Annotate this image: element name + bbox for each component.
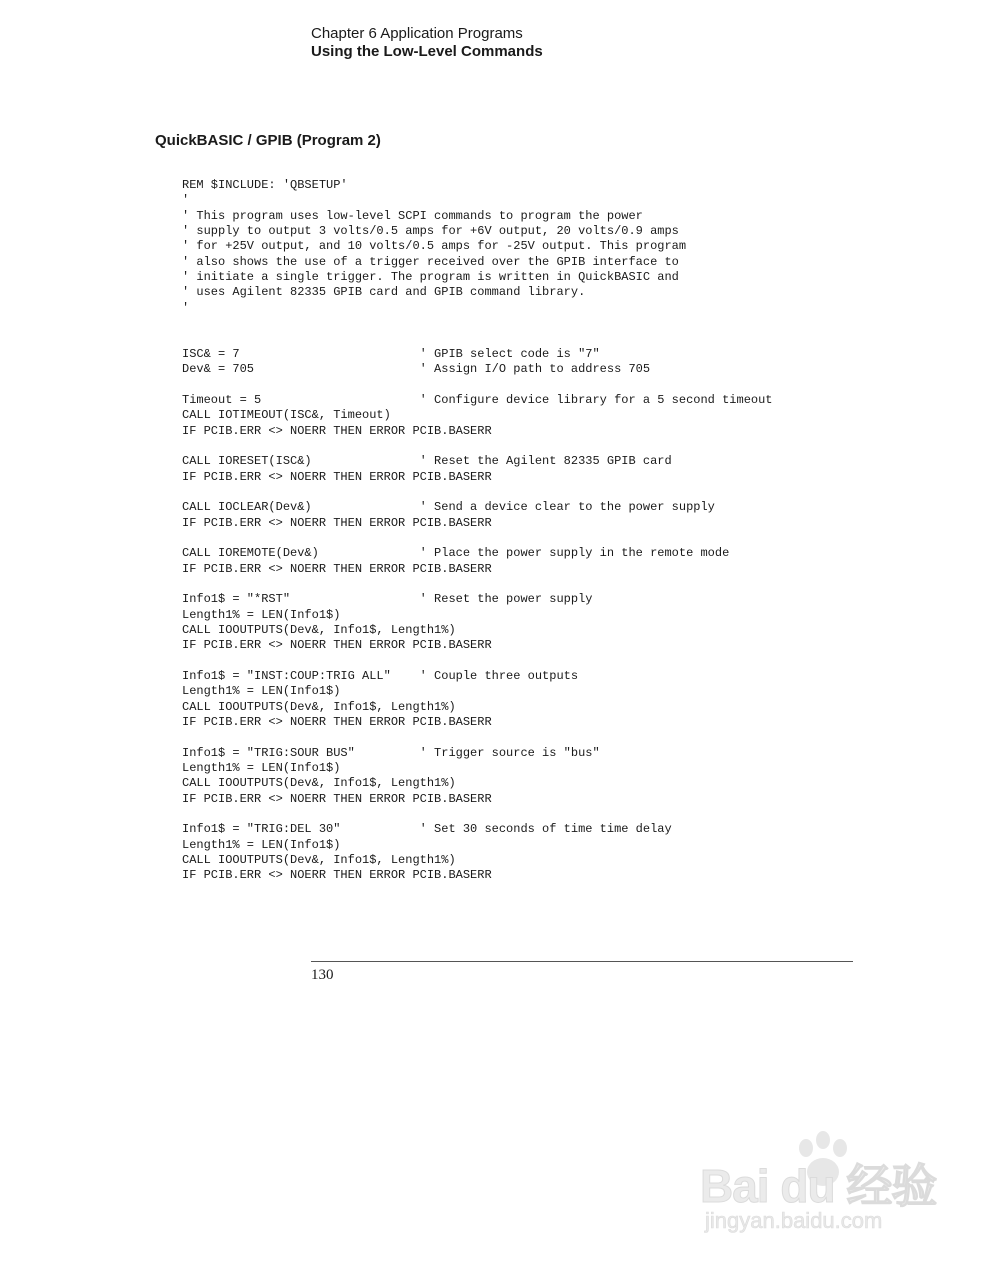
code-line [182,531,773,546]
code-line: ' supply to output 3 volts/0.5 amps for +6V output, 20 volts/0.9 amps [182,224,679,239]
page-number: 130 [311,967,334,983]
code-line: IF PCIB.ERR <> NOERR THEN ERROR PCIB.BASERR [182,561,492,576]
code-line: CALL IOOUTPUTS(Dev&, Info1$, Length1%) [182,776,456,791]
code-line: Length1% = LEN(Info1$) [182,837,341,852]
baidu-watermark [700,1130,950,1250]
code-line: IF PCIB.ERR <> NOERR THEN ERROR PCIB.BASERR [182,715,492,730]
running-header [311,25,543,61]
code-line: CALL IOOUTPUTS(Dev&, Info1$, Length1%) [182,699,456,714]
code-line [182,730,773,745]
code-line: Length1% = LEN(Info1$) [182,684,341,699]
code-line: Info1$ = "INST:COUP:TRIG ALL" ' Couple three outputs [182,669,579,683]
code-line [182,377,773,392]
code-line: Length1% = LEN(Info1$) [182,607,341,622]
code-line: IF PCIB.ERR <> NOERR THEN ERROR PCIB.BASERR [182,638,492,653]
code-line: CALL IOCLEAR(Dev&) ' Send a device clear to the power supply [182,500,715,515]
code-line: IF PCIB.ERR <> NOERR THEN ERROR PCIB.BASERR [182,791,492,806]
code-line: ' initiate a single trigger. The program is written in QuickBASIC and [182,270,679,285]
code-line: CALL IORESET(ISC&) ' Reset the Agilent 82335 GPIB card [182,454,672,469]
code-line: REM $INCLUDE: 'QBSETUP' [182,178,348,192]
program-heading: QuickBASIC / GPIB (Program 2) [155,132,381,149]
code-line: ISC& = 7 ' GPIB select code is "7" [182,346,600,361]
code-line: IF PCIB.ERR <> NOERR THEN ERROR PCIB.BASERR [182,868,492,883]
code-line: IF PCIB.ERR <> NOERR THEN ERROR PCIB.BASERR [182,469,492,484]
code-line [182,577,773,592]
code-line: Info1$ = "TRIG:DEL 30" ' Set 30 seconds of time time delay [182,822,672,837]
code-line: ' also shows the use of a trigger received over the GPIB interface to [182,254,679,269]
code-line: Info1$ = "*RST" ' Reset the power supply [182,592,593,607]
code-line: CALL IOOUTPUTS(Dev&, Info1$, Length1%) [182,622,456,637]
code-line [182,331,773,346]
code-line: ' [182,193,190,208]
code-line: IF PCIB.ERR <> NOERR THEN ERROR PCIB.BASERR [182,423,492,438]
code-line: ' [182,300,190,315]
code-line: CALL IOREMOTE(Dev&) ' Place the power supply in the remote mode [182,546,730,561]
code-line: ' uses Agilent 82335 GPIB card and GPIB command library. [182,285,586,300]
code-line: ' for +25V output, and 10 volts/0.5 amps for -25V output. This program [182,239,687,254]
code-line: ' This program uses low-level SCPI commands to program the power [182,208,643,223]
footer-divider [311,961,853,962]
chapter-title: Chapter 6 Application Programs [311,25,523,42]
section-title: Using the Low-Level Commands [311,43,543,60]
code-line [182,485,773,500]
code-line [182,654,773,669]
code-line [182,439,773,454]
code-line: CALL IOOUTPUTS(Dev&, Info1$, Length1%) [182,853,456,868]
watermark-url: jingyan.baidu.com [705,1208,883,1233]
code-line [182,807,773,822]
code-line: Timeout = 5 ' Configure device library for a 5 second timeout [182,392,773,407]
code-line: Dev& = 705 ' Assign I/O path to address 705 [182,362,651,377]
code-line: Info1$ = "TRIG:SOUR BUS" ' Trigger source is "bus" [182,745,600,760]
code-line: IF PCIB.ERR <> NOERR THEN ERROR PCIB.BASERR [182,515,492,530]
code-line: CALL IOTIMEOUT(ISC&, Timeout) [182,408,391,423]
code-line [182,316,773,331]
code-listing [182,178,773,884]
code-line: Length1% = LEN(Info1$) [182,761,341,776]
watermark-logo-text: Bai du 经验 [700,1160,937,1212]
